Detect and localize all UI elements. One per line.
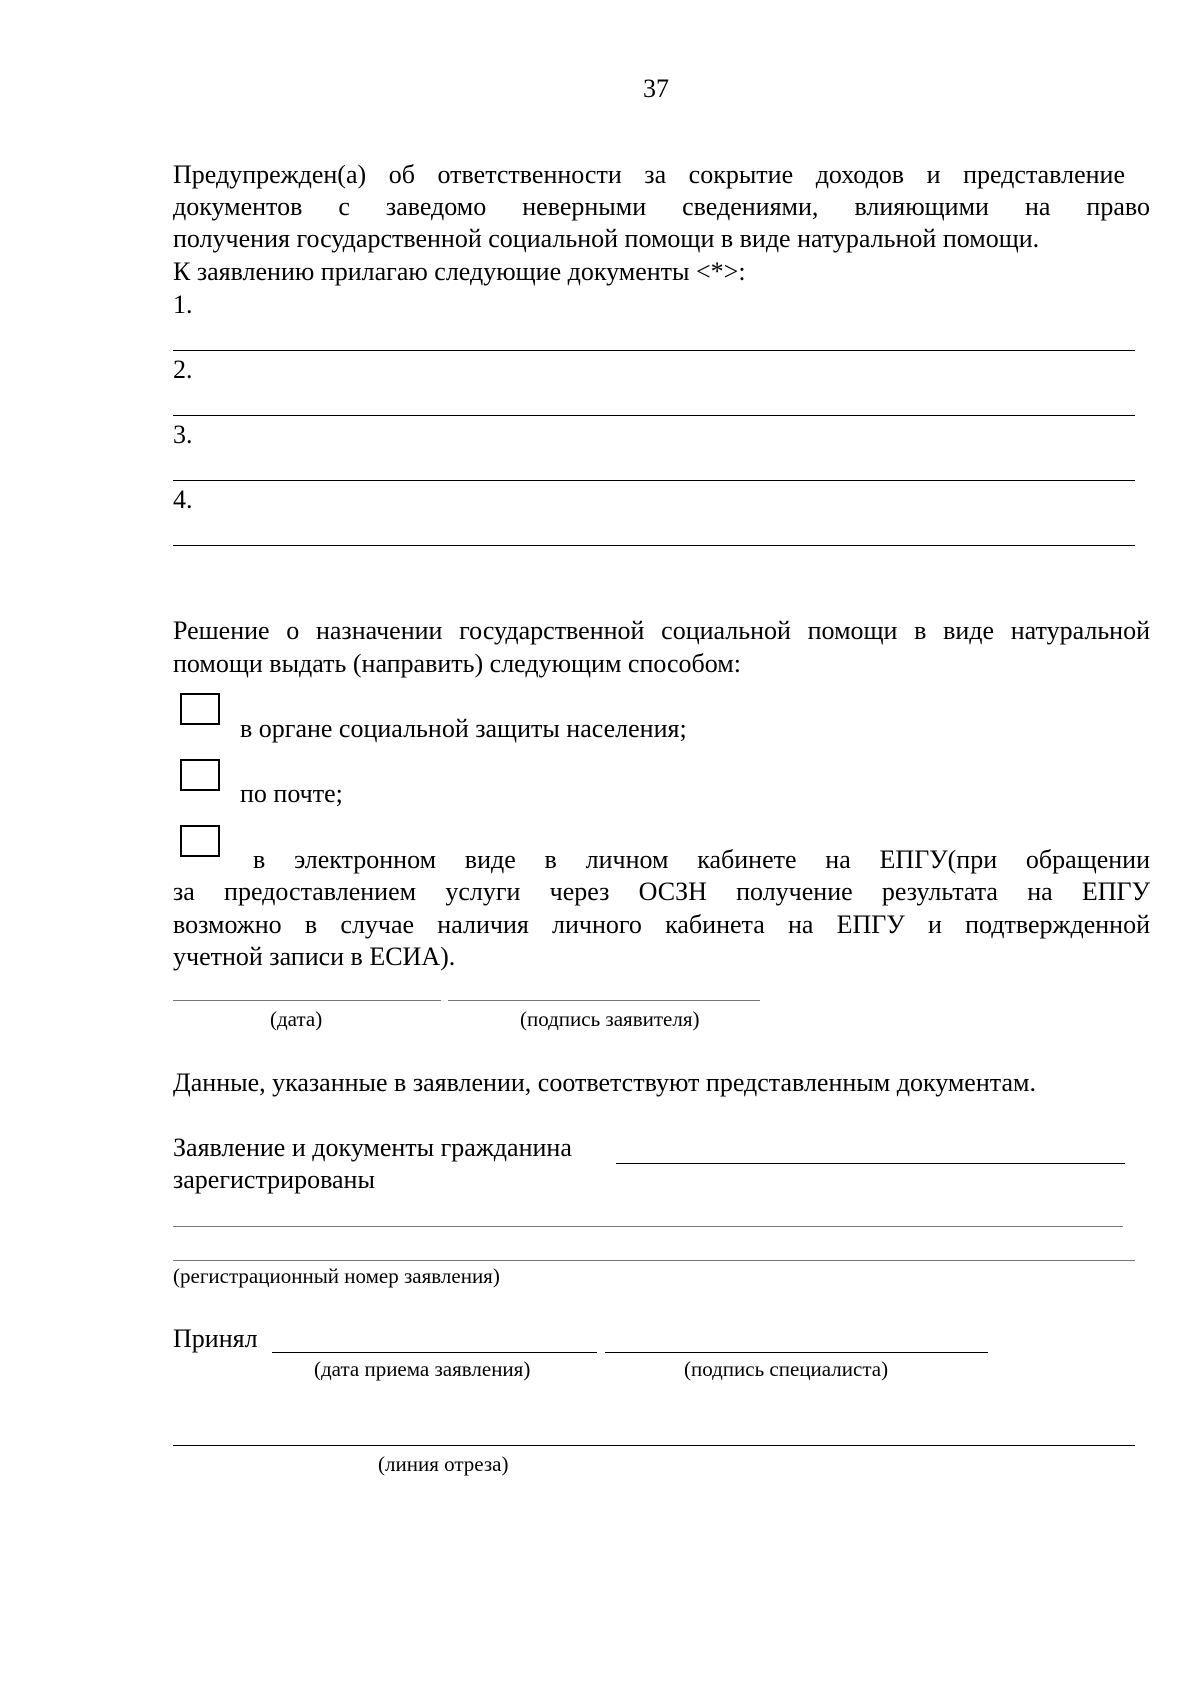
accepted-date-line[interactable] (272, 1352, 597, 1353)
attachment-item-1-number: 1. (173, 290, 193, 319)
attachment-item-2-line[interactable] (173, 415, 1135, 416)
attachment-item-1-line[interactable] (173, 350, 1135, 351)
warning-line-1: Предупрежден(а) об ответственности за сокрытие доходов и представление (173, 160, 1125, 189)
applicant-signature-label: (подпись заявителя) (520, 1007, 700, 1031)
cut-line-label: (линия отреза) (378, 1452, 509, 1476)
confirmation-text: Данные, указанные в заявлении, соответствуют представленным документам. (173, 1068, 1036, 1097)
decision-line-1: Решение о назначении государственной социальной помощи в виде натуральной (173, 616, 1150, 645)
option-mail-checkbox[interactable] (180, 759, 220, 791)
accepted-label: Принял (173, 1324, 258, 1353)
registration-number-line[interactable] (173, 1260, 1135, 1261)
attachment-item-3-number: 3. (173, 420, 193, 449)
option-electronic-line-4: учетной записи в ЕСИА). (173, 942, 456, 971)
warning-line-3: получения государственной социальной помощи в виде натуральной помощи. (173, 224, 1040, 253)
attachment-item-4-line[interactable] (173, 545, 1135, 546)
option-electronic-line-3: возможно в случае наличия личного кабинета на ЕПГУ и подтвержденной (173, 910, 1150, 939)
registration-line-extra[interactable] (173, 1226, 1123, 1227)
cut-line (173, 1445, 1135, 1446)
accepted-signature-line[interactable] (605, 1352, 988, 1353)
option-electronic-checkbox[interactable] (180, 825, 220, 857)
option-office-label: в органе социальной защиты населения; (240, 714, 687, 743)
attachment-item-4-number: 4. (173, 485, 193, 514)
registration-line-2: зарегистрированы (173, 1165, 375, 1194)
accepted-signature-label: (подпись специалиста) (684, 1357, 889, 1381)
page-number: 37 (643, 74, 669, 103)
citizen-name-line[interactable] (616, 1163, 1125, 1164)
decision-line-2: помощи выдать (направить) следующим способом: (173, 649, 741, 678)
accepted-date-label: (дата приема заявления) (314, 1357, 531, 1381)
registration-line-1: Заявление и документы гражданина (173, 1133, 572, 1162)
attachments-intro: К заявлению прилагаю следующие документы <*>: (173, 257, 746, 286)
option-electronic-line-2: за предоставлением услуги через ОСЗН получение результата на ЕПГУ (173, 877, 1150, 906)
warning-line-2: документов с заведомо неверными сведениями, влияющими на право (173, 192, 1150, 221)
attachment-item-2-number: 2. (173, 355, 193, 384)
attachment-item-3-line[interactable] (173, 480, 1135, 481)
option-electronic-line-1: в электронном виде в личном кабинете на ЕПГУ(при обращении (253, 845, 1150, 874)
applicant-date-label: (дата) (270, 1007, 323, 1031)
applicant-signature-line[interactable] (448, 1000, 760, 1001)
option-mail-label: по почте; (240, 779, 343, 808)
registration-number-label: (регистрационный номер заявления) (173, 1264, 500, 1288)
option-office-checkbox[interactable] (180, 693, 220, 725)
applicant-date-line[interactable] (173, 1000, 441, 1001)
